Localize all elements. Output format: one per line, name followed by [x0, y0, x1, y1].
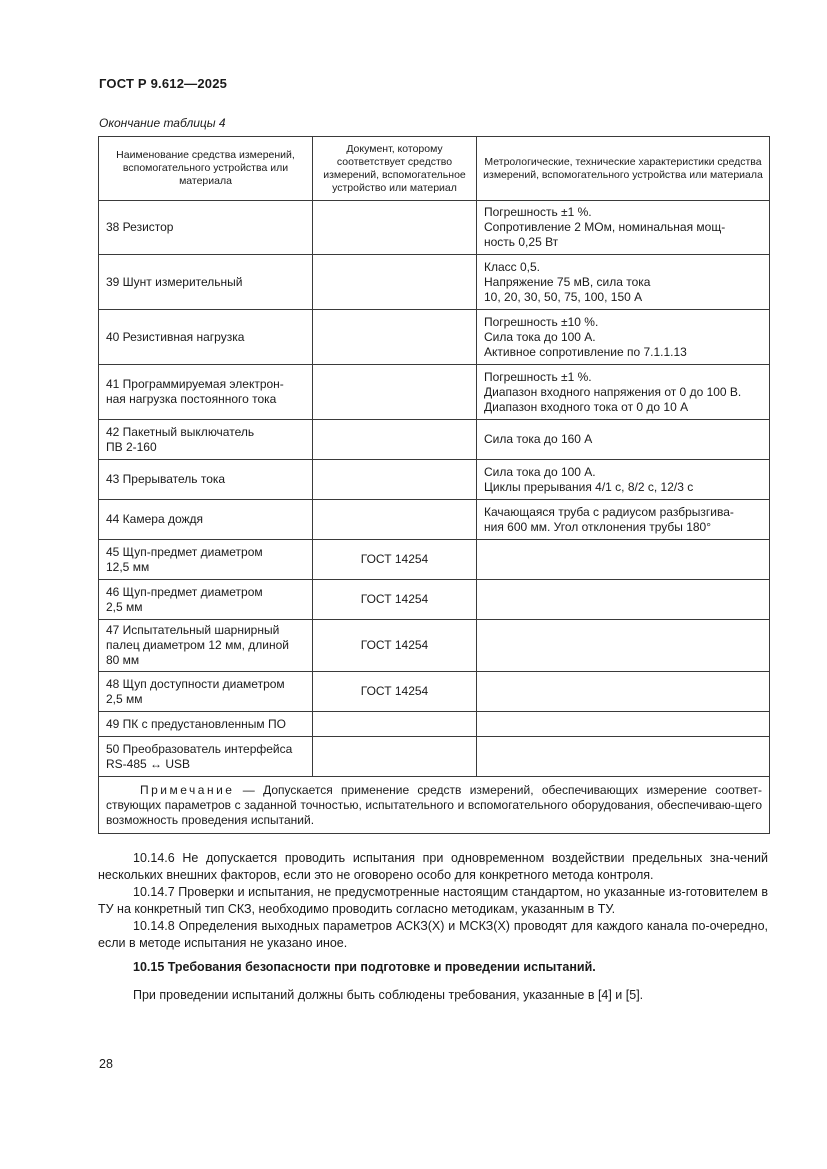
name-line: 2,5 мм: [106, 599, 143, 614]
name-line: 50 Преобразователь интерфейса: [106, 741, 293, 756]
cell-instrument-name: [99, 500, 313, 540]
spec-line: Активное сопротивление по 7.1.1.13: [484, 344, 687, 359]
note-text: — Допускается применение средств измерений, обеспечивающих измерение соответ-ствующих параметров с заданной точностью, испытательного и вспомогательного оборудования, обеспечиваю-щего возможность проведения испытаний.: [106, 782, 762, 827]
cell-instrument-name: [99, 255, 313, 310]
cell-instrument-name: [99, 620, 313, 672]
name-line: 46 Щуп-предмет диаметром: [106, 584, 263, 599]
cell-instrument-name: [99, 460, 313, 500]
cell-document: ГОСТ 14254: [313, 540, 477, 580]
table-row: [99, 580, 770, 620]
spec-line: Диапазон входного напряжения от 0 до 100 В.: [484, 384, 742, 399]
name-line: 39 Шунт измерительный: [106, 274, 243, 289]
cell-document: [313, 201, 477, 255]
cell-specs: [477, 672, 770, 712]
cell-document: [313, 460, 477, 500]
note-label: Примечание: [140, 782, 235, 797]
table-row: [99, 500, 770, 540]
cell-instrument-name: [99, 540, 313, 580]
name-line: 2,5 мм: [106, 691, 143, 706]
spec-line: Класс 0,5.: [484, 259, 541, 274]
spec-line: 10, 20, 30, 50, 75, 100, 150 А: [484, 289, 643, 304]
name-line: 42 Пакетный выключатель: [106, 424, 255, 439]
cell-document: [313, 365, 477, 420]
spec-line: ния 600 мм. Угол отклонения трубы 180°: [484, 519, 712, 534]
name-line: RS-485 ↔ USB: [106, 756, 191, 771]
section-body: При проведении испытаний должны быть соблюдены требования, указанные в [4] и [5].: [133, 988, 644, 1002]
spec-line: Погрешность ±1 %.: [484, 369, 592, 384]
cell-specs: [477, 460, 770, 500]
name-line: палец диаметром 12 мм, длиной: [106, 638, 289, 652]
cell-document: [313, 737, 477, 777]
name-line: 44 Камера дождя: [106, 512, 204, 526]
spec-line: Циклы прерывания 4/1 с, 8/2 с, 12/3 с: [484, 479, 694, 494]
cell-instrument-name: [99, 201, 313, 255]
name-line: ная нагрузка постоянного тока: [106, 392, 277, 406]
spec-line: Сила тока до 160 А: [484, 432, 593, 446]
table-caption: Окончание таблицы 4: [99, 116, 226, 130]
page-number: 28: [99, 1057, 113, 1071]
table-row: [99, 712, 770, 737]
cell-document: [313, 712, 477, 737]
table-row: [99, 420, 770, 460]
cell-specs: [477, 500, 770, 540]
cell-instrument-name: [99, 580, 313, 620]
spec-line: Сила тока до 100 А.: [484, 329, 596, 344]
spec-line: Качающаяся труба с радиусом разбрызгива-: [484, 504, 734, 519]
table-body: [99, 201, 770, 777]
table-row: [99, 460, 770, 500]
table-note: [99, 777, 770, 834]
cell-specs: [477, 201, 770, 255]
cell-document: [313, 310, 477, 365]
name-line: 43 Прерыватель тока: [106, 472, 226, 486]
table-row: [99, 672, 770, 712]
spec-line: ность 0,25 Вт: [484, 235, 559, 249]
cell-specs: [477, 737, 770, 777]
name-line: 12,5 мм: [106, 559, 150, 574]
cell-instrument-name: [99, 365, 313, 420]
cell-specs: [477, 540, 770, 580]
paragraph-10-14-8: 10.14.8 Определения выходных параметров АСКЗ(Х) и МСКЗ(Х) проводят для каждого канала по-очередно, если в методе испытания не указано иное.: [98, 919, 768, 950]
name-line: 48 Щуп доступности диаметром: [106, 676, 285, 691]
document-header: ГОСТ Р 9.612—2025: [99, 76, 228, 91]
name-line: 80 мм: [106, 653, 140, 667]
spec-line: Сила тока до 100 А.: [484, 464, 596, 479]
cell-document: [313, 500, 477, 540]
table-note-row: [99, 777, 770, 834]
spec-line: Диапазон входного тока от 0 до 10 А: [484, 399, 689, 414]
cell-specs: [477, 310, 770, 365]
cell-instrument-name: [99, 672, 313, 712]
paragraph-10-14-7: 10.14.7 Проверки и испытания, не предусмотренные настоящим стандартом, но указанные из-готовителем в ТУ на конкретный тип СКЗ, необходимо проводить согласно методикам, указанным в ТУ.: [98, 885, 768, 916]
cell-document: [313, 255, 477, 310]
table-header-row: [99, 137, 770, 201]
cell-specs: [477, 255, 770, 310]
cell-specs: [477, 420, 770, 460]
cell-specs: [477, 620, 770, 672]
cell-document: ГОСТ 14254: [313, 580, 477, 620]
cell-document: ГОСТ 14254: [313, 620, 477, 672]
paragraph-10-14-6: 10.14.6 Не допускается проводить испытания при одновременном воздействии предельных зна-чений нескольких внешних факторов, если это не оговорено особо для конкретного метода контроля.: [98, 851, 768, 882]
cell-specs: [477, 712, 770, 737]
name-line: 38 Резистор: [106, 220, 174, 234]
name-line: 47 Испытательный шарнирный: [106, 623, 280, 637]
section-heading: 10.15 Требования безопасности при подготовке и проведении испытаний.: [133, 960, 596, 974]
cell-instrument-name: [99, 420, 313, 460]
cell-specs: [477, 580, 770, 620]
instruments-table: [98, 136, 770, 834]
table-row: [99, 540, 770, 580]
cell-instrument-name: [99, 310, 313, 365]
column-header-specs: Метрологические, технические характеристики средства измерений, вспомогательного устройства или материала: [477, 137, 770, 201]
table-row: [99, 737, 770, 777]
spec-line: Погрешность ±10 %.: [484, 314, 599, 329]
name-line: 45 Щуп-предмет диаметром: [106, 544, 263, 559]
spec-line: Погрешность ±1 %.: [484, 205, 592, 219]
cell-document: [313, 420, 477, 460]
table-row: [99, 310, 770, 365]
table-row: [99, 201, 770, 255]
cell-document: ГОСТ 14254: [313, 672, 477, 712]
name-line: ПВ 2-160: [106, 439, 157, 454]
spec-line: Напряжение 75 мВ, сила тока: [484, 274, 651, 289]
cell-instrument-name: [99, 737, 313, 777]
column-header-document: Документ, которому соответствует средство измерений, вспомогательное устройство или материал: [313, 137, 477, 201]
name-line: 49 ПК с предустановленным ПО: [106, 716, 286, 731]
table-row: [99, 620, 770, 672]
name-line: 40 Резистивная нагрузка: [106, 329, 245, 344]
cell-instrument-name: [99, 712, 313, 737]
table-row: [99, 255, 770, 310]
table-row: [99, 365, 770, 420]
column-header-name: Наименование средства измерений, вспомогательного устройства или материала: [99, 137, 313, 201]
spec-line: Сопротивление 2 МОм, номинальная мощ-: [484, 220, 726, 234]
name-line: 41 Программируемая электрон-: [106, 377, 284, 391]
cell-specs: [477, 365, 770, 420]
